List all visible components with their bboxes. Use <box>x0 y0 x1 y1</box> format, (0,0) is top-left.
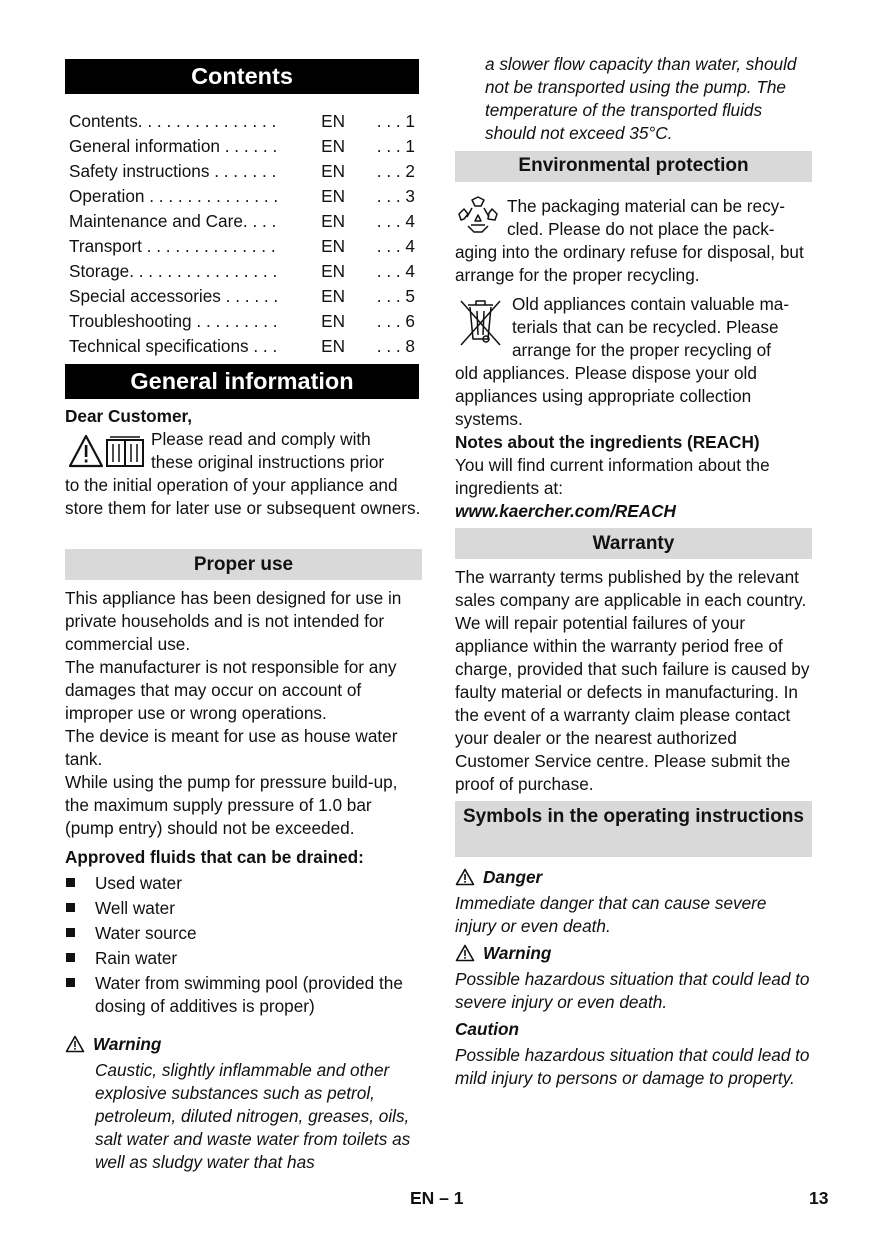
table-of-contents <box>69 109 415 359</box>
list-item: Used water <box>65 871 422 896</box>
danger-label-row <box>455 866 812 889</box>
list-item: Rain water <box>65 946 422 971</box>
intro-line: these original instructions prior <box>151 452 385 472</box>
danger-text: Immediate danger that can cause severe injury or even death. <box>455 893 767 936</box>
toc-row[interactable]: Operation . . . . . . . . . . . . . . EN . . . 3 <box>69 186 415 206</box>
warning-text: Caustic, slightly inflammable and other explosive substances such as petrol, petroleum, diluted nitrogen, greases, oils, salt water and waste water from toilets as well as sludgy water that has <box>95 1060 411 1172</box>
bullet-square-icon <box>66 878 75 887</box>
proper-use-body <box>65 587 422 1174</box>
bullet-square-icon <box>66 903 75 912</box>
appliances-rest: old appliances. Please dispose your old appliances using appropriate collection systems. <box>455 363 757 429</box>
toc-row[interactable]: General information . . . . . . EN . . . 1 <box>69 136 415 156</box>
packaging-line: The packaging material can be recy- <box>507 196 786 216</box>
bullet-square-icon <box>66 928 75 937</box>
symbols-body <box>455 866 812 1090</box>
toc-row[interactable]: Maintenance and Care. . . . EN . . . 4 <box>69 211 415 231</box>
reach-heading: Notes about the ingredients (REACH) <box>455 432 760 452</box>
intro-line: Please read and comply with <box>151 429 371 449</box>
paragraph: While using the pump for pressure build-up, the maximum supply pressure of 1.0 bar (pump entry) should not be exceeded. <box>65 772 398 838</box>
symbols-heading: Symbols in the operating instructions <box>455 801 812 857</box>
danger-label: Danger <box>483 867 543 887</box>
packaging-block <box>455 195 812 287</box>
contents-heading: Contents <box>65 59 419 94</box>
warning-label-row <box>455 942 812 965</box>
caution-text: Possible hazardous situation that could lead to mild injury to persons or damage to property. <box>455 1045 810 1088</box>
warranty-heading: Warranty <box>455 528 812 559</box>
toc-row[interactable]: Technical specifications . . . EN . . . 8 <box>69 336 415 356</box>
warning-label: Warning <box>483 943 552 963</box>
general-information-heading: General information <box>65 364 419 399</box>
warranty-text: The warranty terms published by the relevant sales company are applicable in each country. We will repair potential failures of your appliance within the warranty period free of charge, provided that such failure is caused by faulty material or defects in manufacturing. In the event of a warranty claim please contact your dealer or the nearest authorized Customer Service centre. Please submit the proof of purchase. <box>455 567 810 794</box>
footer-language-page: EN – 1 <box>410 1188 464 1208</box>
toc-row[interactable]: Transport . . . . . . . . . . . . . . EN . . . 4 <box>69 236 415 256</box>
packaging-rest: aging into the ordinary refuse for disposal, but arrange for the proper recycling. <box>455 242 804 285</box>
warning-label: Warning <box>93 1034 162 1054</box>
danger-triangle-icon <box>455 868 475 886</box>
appliances-line: Old appliances contain valuable ma- <box>512 294 790 314</box>
warning-text-continued: a slower flow capacity than water, should not be transported using the pump. The temperature of the transported fluids should not exceed 35°C. <box>485 54 797 143</box>
warning-label-row <box>65 1033 422 1056</box>
crossed-bin-icon <box>455 293 506 347</box>
reach-text: You will find current information about the ingredients at: <box>455 455 770 498</box>
general-information-body <box>65 405 422 520</box>
list-item: Water source <box>65 921 422 946</box>
toc-row[interactable]: Troubleshooting . . . . . . . . . EN . . . 6 <box>69 311 415 331</box>
warning-manual-icon <box>65 428 145 470</box>
appliances-line: terials that can be recycled. Please <box>512 317 779 337</box>
toc-row[interactable]: Contents. . . . . . . . . . . . . . . EN . . . 1 <box>69 111 415 131</box>
bullet-square-icon <box>66 978 75 987</box>
packaging-line: cled. Please do not place the pack- <box>507 219 775 239</box>
toc-row[interactable]: Storage. . . . . . . . . . . . . . . . EN . . . 4 <box>69 261 415 281</box>
intro-block <box>65 428 422 520</box>
recycling-icon <box>455 195 501 235</box>
bullet-square-icon <box>66 953 75 962</box>
appliances-line: arrange for the proper recycling of <box>512 340 771 360</box>
caution-label: Caution <box>455 1019 519 1039</box>
reach-url-link[interactable]: www.kaercher.com/REACH <box>455 501 676 521</box>
old-appliances-block <box>455 293 812 523</box>
paragraph: This appliance has been designed for use in private households and is not intended for commercial use. <box>65 588 402 654</box>
warning-triangle-icon <box>65 1035 85 1053</box>
list-item: Water from swimming pool (provided the dosing of additives is proper) <box>65 971 422 1018</box>
paragraph: The manufacturer is not responsible for any damages that may occur on account of improper use or wrong operations. <box>65 657 397 723</box>
fluids-list <box>65 871 422 1018</box>
paragraph: The device is meant for use as house water tank. <box>65 726 398 769</box>
toc-row[interactable]: Special accessories . . . . . . EN . . . 5 <box>69 286 415 306</box>
warning-text: Possible hazardous situation that could lead to severe injury or even death. <box>455 969 810 1012</box>
toc-row[interactable]: Safety instructions . . . . . . . EN . . . 2 <box>69 161 415 181</box>
list-item: Well water <box>65 896 422 921</box>
greeting: Dear Customer, <box>65 406 193 426</box>
fluids-heading: Approved fluids that can be drained: <box>65 847 364 867</box>
warning-triangle-icon <box>455 944 475 962</box>
intro-rest: to the initial operation of your appliance and store them for later use or subsequent owners. <box>65 475 421 518</box>
environmental-protection-heading: Environmental protection <box>455 151 812 182</box>
footer-page-number: 13 <box>809 1188 829 1208</box>
proper-use-heading: Proper use <box>65 549 422 580</box>
